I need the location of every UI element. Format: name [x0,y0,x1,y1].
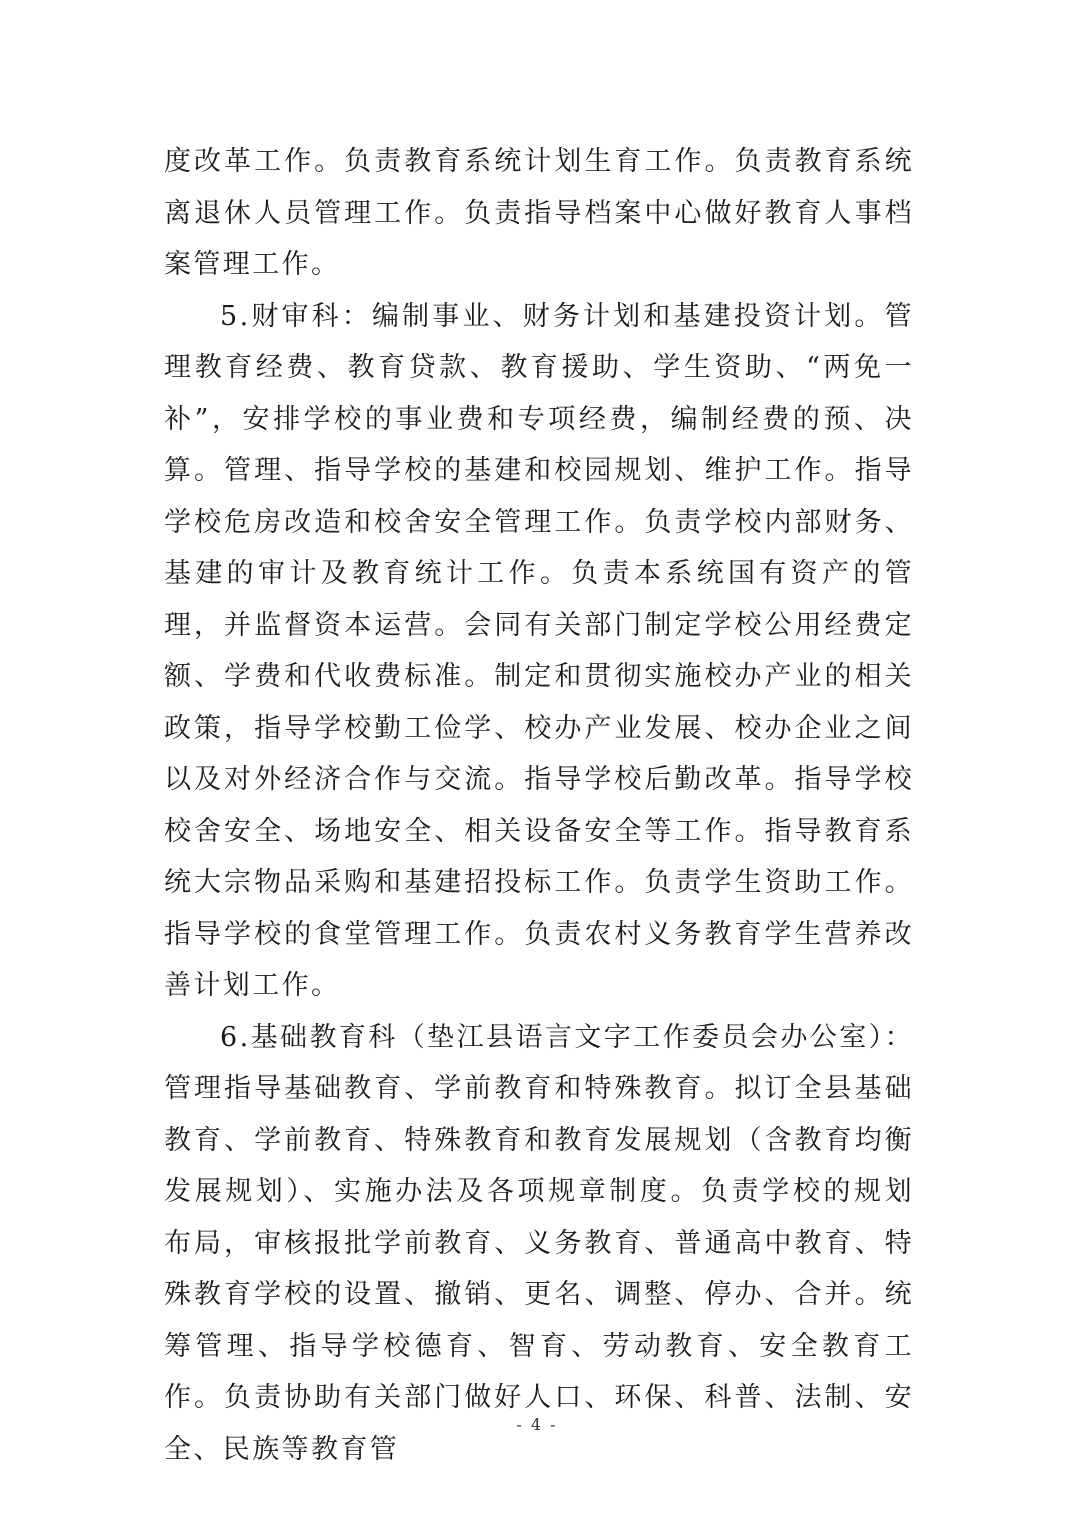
paragraph-finance-audit-section: 5.财审科：编制事业、财务计划和基建投资计划。管理教育经费、教育贷款、教育援助、学生资助、“两免一补”，安排学校的事业费和专项经费，编制经费的预、决算。管理、指导学校的基建和校园规划、维护工作。指导学校危房改造和校舍安全管理工作。负责学校内部财务、基建的审计及教育统计工作。负责本系统国有资产的管理，并监督资本运营。会同有关部门制定学校公用经费定额、学费和代收费标准。制定和贯彻实施校办产业的相关政策，指导学校勤工俭学、校办产业发展、校办企业之间以及对外经济合作与交流。指导学校后勤改革。指导学校校舍安全、场地安全、相关设备安全等工作。指导教育系统大宗物品采购和基建招投标工作。负责学生资助工作。指导学校的食堂管理工作。负责农村义务教育学生营养改善计划工作。 [164,300,914,1001]
paragraph-continuation: 度改革工作。负责教育系统计划生育工作。负责教育系统离退休人员管理工作。负责指导档案中心做好教育人事档案管理工作。 [164,146,914,280]
paragraph-basic-education-section: 6.基础教育科（垫江县语言文字工作委员会办公室）：管理指导基础教育、学前教育和特殊教育。拟订全县基础教育、学前教育、特殊教育和教育发展规划（含教育均衡发展规划）、实施办法及各项规章制度。负责学校的规划布局，审核报批学前教育、义务教育、普通高中教育、特殊教育学校的设置、撤销、更名、调整、停办、合并。统筹管理、指导学校德育、智育、劳动教育、安全教育工作。负责协助有关部门做好人口、环保、科普、法制、安全、民族等教育管 [164,1021,914,1465]
page-number: - 4 - [516,1415,558,1434]
document-body [164,136,914,1475]
